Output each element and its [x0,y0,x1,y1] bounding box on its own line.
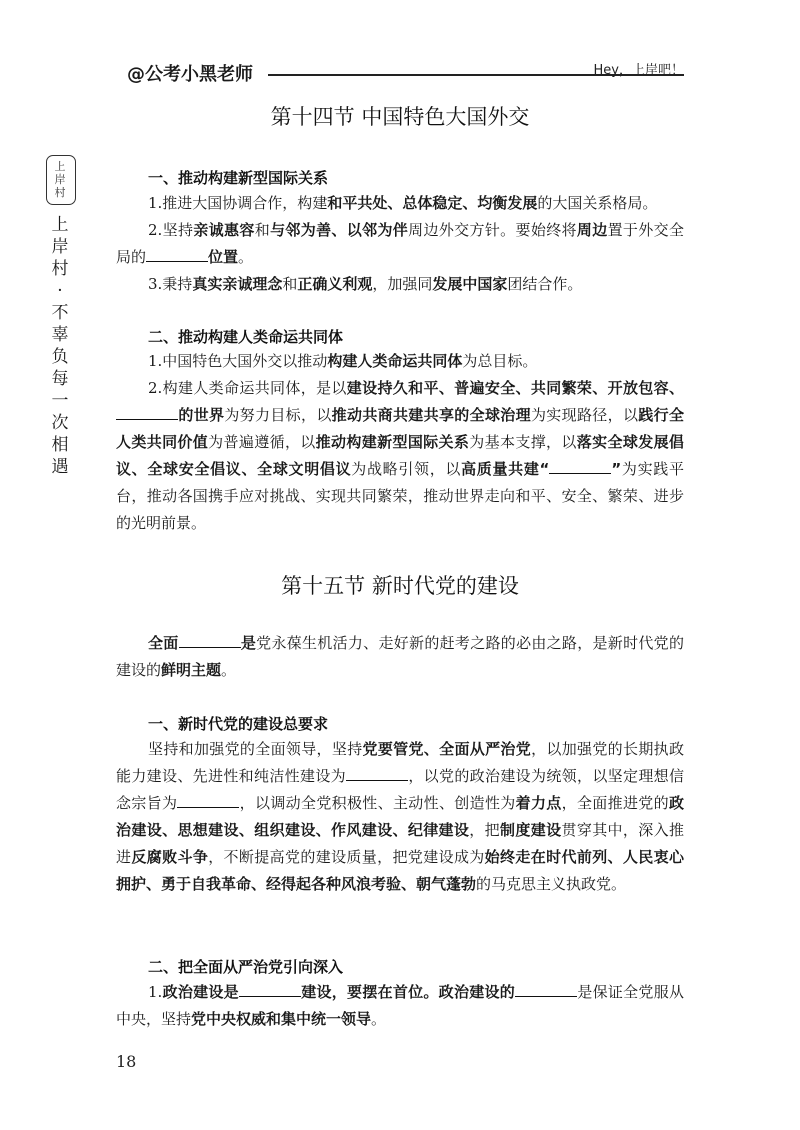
page-number: 18 [116,1052,137,1071]
fill-blank [346,766,408,781]
fill-blank [146,247,208,262]
section-14-heading-1: 一、推动构建新型国际关系 [148,169,329,187]
paragraph: 全面 是党永葆生机活力、走好新的赶考之路的必由之路，是新时代党的建设的鲜明主题。 [116,634,684,679]
fill-blank [239,982,301,997]
motto-char: 辜 [51,325,69,345]
section-15-heading-1: 一、新时代党的建设总要求 [148,715,329,733]
motto-char: 岸 [51,237,69,257]
section-14-heading-2: 二、推动构建人类命运共同体 [148,328,344,346]
section-15-title: 第十五节 新时代党的建设 [281,574,519,598]
motto-char: 村 [51,259,69,279]
motto-char: 遇 [51,457,69,477]
motto-char: 负 [51,347,69,367]
motto-char: 相 [51,435,69,455]
section-15-heading-2: 二、把全面从严治党引向深入 [148,958,344,976]
author-label: @公考小黑老师 [127,64,253,85]
motto-char: 一 [51,391,69,411]
motto-char: 次 [51,413,69,433]
paragraph: 1.推进大国协调合作，构建和平共处、总体稳定、均衡发展的大国关系格局。 2.坚持亲诚惠容和与邻为善、以邻为伴周边外交方针。要始终将周边置于外交全局的 位置。 3.秉持真实亲诚理念和正确义利观，加强同发展中国家团结合作。 [116,194,684,293]
fill-blank [549,459,611,474]
section-14-title: 第十四节 中国特色大国外交 [270,105,530,129]
motto-char: 每 [51,369,69,389]
header-slogan: Hey，上岸吧！ [593,63,684,78]
side-motto [49,214,71,478]
motto-char: 上 [51,215,69,235]
motto-char: · [57,281,63,301]
motto-char: 不 [51,303,69,323]
fill-blank [179,633,241,648]
paragraph: 1.政治建设是 建设，要摆在首位。政治建设的 是保证全党服从中央，坚持党中央权威和集中统一领导。 [116,983,684,1028]
paragraph: 坚持和加强党的全面领导，坚持党要管党、全面从严治党，以加强党的长期执政能力建设、先进性和纯洁性建设为 ，以党的政治建设为统领，以坚定理想信念宗旨为 ，以调动全党积极性、主动性、创造性为着力点，全面推进党的政治建设、思想建设、组织建设、作风建设、纪律建设，把制度建设贯穿其中，深入推进反腐败斗争，不断提高党的建设质量，把党建设成为始终走在时代前列、人民衷心拥护、勇于自我革命、经得起各种风浪考验、朝气蓬勃的马克思主义执政党。 [116,740,684,893]
fill-blank [116,405,178,420]
seal-text: 上岸村 [54,160,66,199]
fill-blank [515,982,577,997]
paragraph: 1.中国特色大国外交以推动构建人类命运共同体为总目标。 2.构建人类命运共同体，是以建设持久和平、普遍安全、共同繁荣、开放包容、的世界为努力目标，以推动共商共建共享的全球治理为实现路径，以践行全人类共同价值为普遍遵循，以推动构建新型国际关系为基本支撑，以落实全球发展倡议、全球安全倡议、全球文明倡议为战略引领，以高质量共建“ ”为实践平台，推动各国携手应对挑战、实现共同繁荣，推动世界走向和平、安全、繁荣、进步的光明前景。 [116,352,684,532]
fill-blank [177,793,239,808]
